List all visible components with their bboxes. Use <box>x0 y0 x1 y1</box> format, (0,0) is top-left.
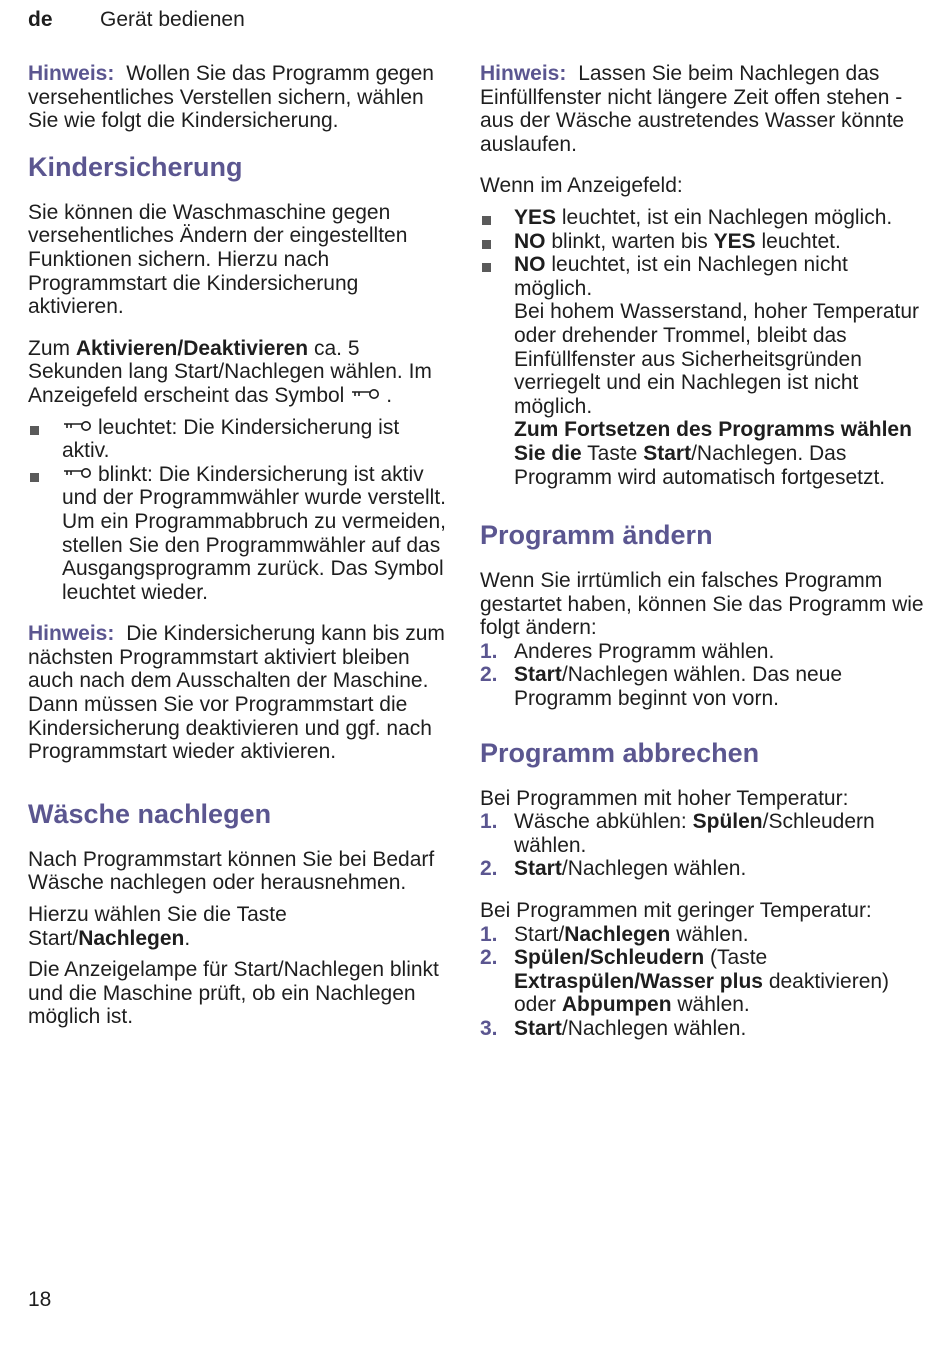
text: ca. 5 Sekunden lang Start/Nachlegen wählen. Im Anzeigefeld erscheint das Symbol <box>28 336 432 407</box>
paragraph: Wenn im Anzeigefeld: <box>480 174 683 198</box>
text: . <box>184 926 191 950</box>
heading-kindersicherung: Kindersicherung <box>28 151 243 182</box>
square-bullet-icon <box>30 426 39 435</box>
square-bullet-icon <box>482 216 491 225</box>
step-number: 3. <box>480 1017 498 1040</box>
text-bold: YES <box>713 229 756 253</box>
list-item <box>480 206 925 230</box>
language-code: de <box>28 8 53 31</box>
paragraph <box>28 903 446 950</box>
square-bullet-icon <box>482 263 491 272</box>
step-number: 2. <box>480 857 498 881</box>
note-child-lock-intro <box>28 62 446 133</box>
text-bold: Spülen/Schleudern <box>514 946 705 970</box>
text: Bei hohem Wasserstand, hoher Temperatur oder drehender Trommel, bleibt das Einfüllfenster aus Sicherheitsgründen verriegelt und ein Nachlegen ist nicht möglich. <box>514 300 920 418</box>
step-number: 2. <box>480 946 498 970</box>
text-bold: Start <box>643 441 692 465</box>
text: blinkt: Die Kindersicherung ist aktiv und der Programmwähler wurde verstellt. Um ein Programmabbruch zu vermeiden, stellen Sie den Programmwähler auf das Ausgangsprogramm zurück. Das Symbol leuchtet wieder. <box>62 462 446 604</box>
text: Zum <box>28 336 70 360</box>
left-column <box>28 62 446 1047</box>
display-status-list <box>480 206 925 489</box>
text: deaktivieren) oder <box>514 969 890 1017</box>
list-item <box>480 946 925 1017</box>
list-item <box>480 810 925 857</box>
text-bold: NO <box>514 253 546 277</box>
text: blinkt, warten bis <box>551 229 708 253</box>
text: /Schleudern wählen. <box>514 810 875 857</box>
text: Wäsche abkühlen: <box>514 810 687 834</box>
text: (Taste <box>710 946 768 970</box>
text-bold: Nachlegen <box>564 922 671 946</box>
list-item <box>480 663 925 710</box>
note-label: Hinweis: <box>28 62 115 85</box>
step-number: 1. <box>480 639 498 663</box>
text-bold: Nachlegen <box>78 926 185 950</box>
cancel-cold-steps <box>480 923 925 1041</box>
text: /Nachlegen wählen. Das neue Programm beginnt von vorn. <box>514 663 843 711</box>
page-header <box>28 8 245 32</box>
note-text: Wollen Sie das Programm gegen versehentliches Verstellen sichern, wählen Sie wie folgt die Kindersicherung. <box>28 62 434 133</box>
text: /Nachlegen wählen. <box>561 857 747 881</box>
text-bold: Aktivieren <box>75 336 178 360</box>
text-bold: Start <box>514 1017 562 1040</box>
note-door <box>480 62 925 156</box>
list-item <box>480 1017 925 1041</box>
text: wählen. <box>677 993 750 1017</box>
note-label: Hinweis: <box>28 622 115 646</box>
list-item <box>480 640 925 664</box>
key-icon <box>350 387 380 401</box>
text-bold: Spülen <box>692 810 763 834</box>
heading-programm-aendern: Programm ändern <box>480 520 713 551</box>
paragraph: Nach Programmstart können Sie bei Bedarf Wäsche nachlegen oder herausnehmen. <box>28 847 435 895</box>
text: leuchtet, ist ein Nachlegen nicht möglich. <box>514 253 848 300</box>
note-label: Hinweis: <box>480 62 567 85</box>
text: leuchtet, ist ein Nachlegen möglich. <box>561 205 893 229</box>
list-item <box>28 463 446 605</box>
key-icon <box>62 419 92 433</box>
step-number: 1. <box>480 810 498 834</box>
step-number: 1. <box>480 922 498 946</box>
text-bold: / <box>177 336 184 360</box>
text: Hierzu wählen Sie die Taste Start/ <box>28 903 287 950</box>
text: leuchtet: Die Kindersicherung ist aktiv. <box>62 415 400 463</box>
text-bold: Zum Fortsetzen des Programms wählen Sie die <box>514 418 912 465</box>
paragraph: Sie können die Waschmaschine gegen versehentliches Ändern der eingestellten Funktionen sichern. Hierzu nach Programmstart die Kindersicherung aktivieren. <box>28 200 408 319</box>
text: . <box>386 383 393 407</box>
square-bullet-icon <box>30 473 39 482</box>
text-bold: Deaktivieren <box>183 336 309 360</box>
text-bold: Extraspülen/Wasser plus <box>514 969 763 993</box>
text: Anderes Programm wählen. <box>514 639 775 663</box>
list-item <box>480 857 925 881</box>
text-bold: YES <box>514 205 557 229</box>
page-number: 18 <box>28 1288 52 1311</box>
text: /Nachlegen. Das Programm wird automatisch fortgesetzt. <box>514 441 886 489</box>
text-bold: NO <box>514 229 546 253</box>
text: leuchtet. <box>761 229 841 253</box>
heading-programm-abbrechen: Programm abbrechen <box>480 737 760 768</box>
change-program-steps <box>480 640 925 711</box>
note-child-lock-persist <box>28 622 446 764</box>
note-text: Die Kindersicherung kann bis zum nächsten Programmstart aktiviert bleiben auch nach dem Ausschalten der Maschine. <box>28 622 445 693</box>
list-item <box>480 923 925 947</box>
cancel-hot-steps <box>480 810 925 881</box>
square-bullet-icon <box>482 240 491 249</box>
text: /Nachlegen wählen. <box>561 1017 747 1040</box>
list-item <box>480 230 925 254</box>
text: Start/ <box>514 922 565 946</box>
note-text: Lassen Sie beim Nachlegen das Einfüllfenster nicht längere Zeit offen stehen - aus der Wäsche austretendes Wasser könnte auslaufen. <box>480 62 905 156</box>
list-item <box>480 253 925 489</box>
paragraph: Bei Programmen mit geringer Temperatur: <box>480 899 872 923</box>
paragraph: Bei Programmen mit hoher Temperatur: <box>480 786 849 810</box>
text-bold: Start <box>514 857 562 881</box>
text: wählen. <box>676 922 749 946</box>
section-title: Gerät bedienen <box>100 8 245 31</box>
note-text: Dann müssen Sie vor Programmstart die Kindersicherung deaktivieren und ggf. nach Programmstart wieder aktivieren. <box>28 693 432 764</box>
key-icon <box>62 466 92 480</box>
child-lock-status-list <box>28 416 446 605</box>
heading-waesche-nachlegen: Wäsche nachlegen <box>28 798 272 829</box>
text-bold: Abpumpen <box>561 993 672 1017</box>
right-column <box>480 62 925 1059</box>
paragraph: Die Anzeigelampe für Start/Nachlegen blinkt und die Maschine prüft, ob ein Nachlegen möglich ist. <box>28 958 439 1029</box>
text: Taste <box>587 441 638 465</box>
paragraph-activate <box>28 337 446 408</box>
paragraph: Wenn Sie irrtümlich ein falsches Programm gestartet haben, können Sie das Programm wie folgt ändern: <box>480 569 924 640</box>
text-bold: Start <box>514 663 562 687</box>
step-number: 2. <box>480 663 498 687</box>
list-item <box>28 416 446 463</box>
